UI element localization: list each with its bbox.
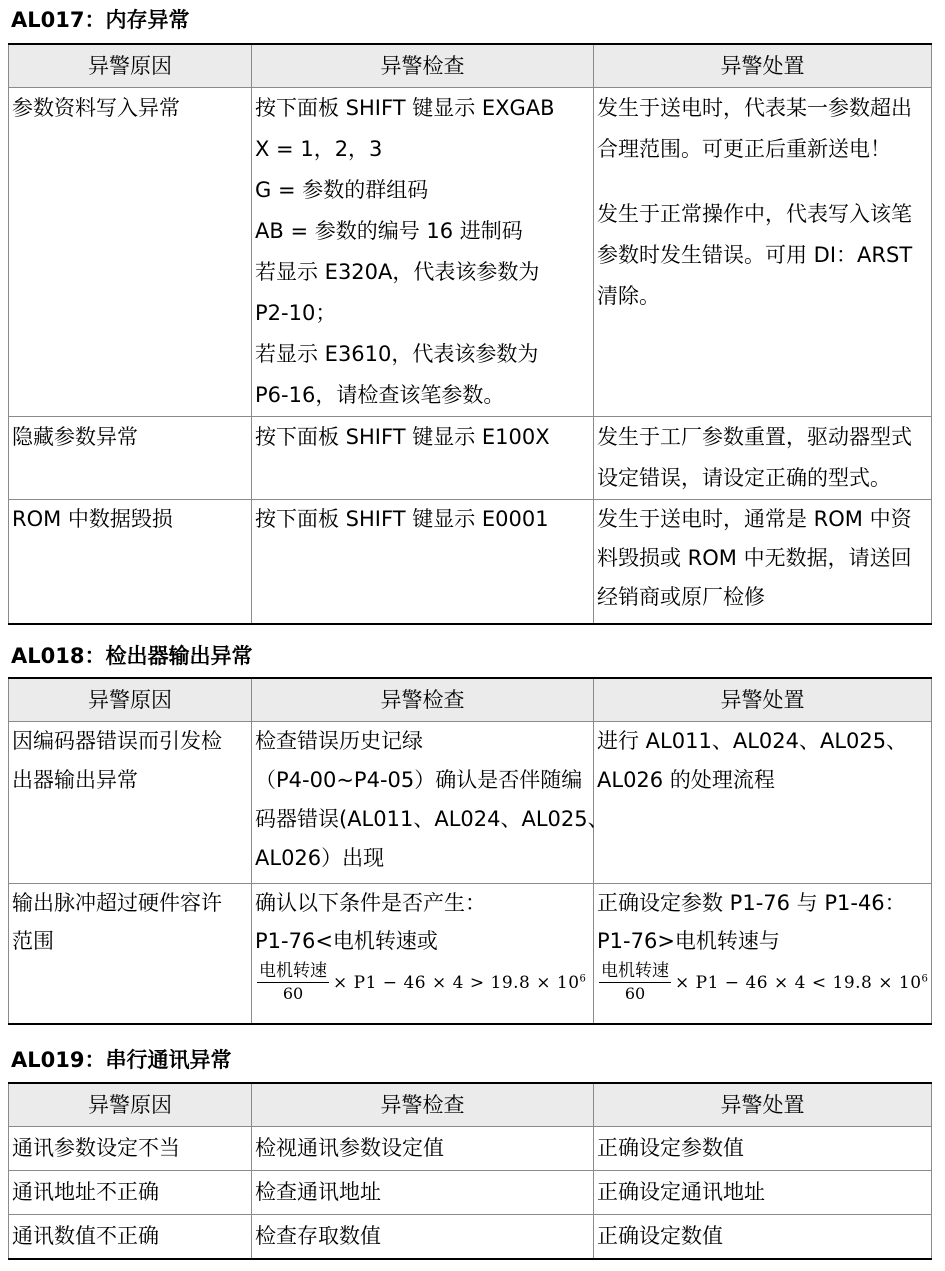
- action-line: 设定错误，请设定正确的型式。: [597, 466, 891, 490]
- header-check: 异警检查: [252, 1083, 594, 1127]
- table-row: [9, 1215, 932, 1260]
- check-cell: [252, 884, 594, 1024]
- cause-cell: 通讯数值不正确: [9, 1215, 252, 1260]
- header-cause: 异警原因: [9, 678, 252, 722]
- table-row: [9, 722, 932, 884]
- header-cause: 异警原因: [9, 1083, 252, 1127]
- cause-cell: 通讯地址不正确: [9, 1171, 252, 1215]
- formula-fraction: [257, 960, 329, 1005]
- check-line: 按下面板 SHIFT 键显示 E100X: [255, 425, 550, 449]
- check-line: 确认以下条件是否产生：: [255, 891, 486, 915]
- formula-expression: [675, 973, 928, 993]
- table-row: [9, 1171, 932, 1215]
- check-cell: [252, 417, 594, 500]
- action-formula: [597, 960, 931, 1004]
- action-line: 清除。: [597, 284, 660, 308]
- check-line: 若显示 E3610，代表该参数为: [255, 342, 539, 366]
- cause-text: ROM 中数据毁损: [12, 507, 173, 531]
- action-cell: [594, 722, 932, 884]
- header-action: 异警处置: [594, 1083, 932, 1127]
- action-cell: [594, 500, 932, 624]
- formula-denominator: 60: [624, 984, 646, 1003]
- table-row: [9, 884, 932, 1024]
- al019-table: [8, 1082, 932, 1260]
- action-line: 发生于工厂参数重置，驱动器型式: [597, 425, 912, 449]
- formula-exponent: 6: [921, 972, 929, 984]
- action-cell: [594, 417, 932, 500]
- check-cell: 检查通讯地址: [252, 1171, 594, 1215]
- header-cause: 异警原因: [9, 44, 252, 88]
- header-check: 异警检查: [252, 44, 594, 88]
- header-check: 异警检查: [252, 678, 594, 722]
- action-line: 发生于送电时，通常是 ROM 中资: [597, 507, 912, 531]
- formula-numerator: 电机转速: [259, 961, 327, 981]
- action-line: 经销商或原厂检修: [597, 585, 765, 609]
- check-cell: 检视通讯参数设定值: [252, 1127, 594, 1171]
- action-line: 发生于正常操作中，代表写入该笔: [597, 202, 912, 226]
- action-line: AL026 的处理流程: [597, 768, 775, 792]
- action-cell: [594, 88, 932, 417]
- formula-rest: × P1 − 46 × 4 < 19.8 × 10: [675, 972, 922, 993]
- check-line: X = 1，2，3: [255, 137, 383, 161]
- table-row: [9, 500, 932, 624]
- cause-line: 输出脉冲超过硬件容许: [12, 891, 222, 915]
- formula-numerator: 电机转速: [601, 961, 669, 981]
- table-row: [9, 417, 932, 500]
- section-title-al018: AL018：检出器输出异常: [11, 644, 253, 668]
- check-line: G = 参数的群组码: [255, 178, 429, 202]
- check-line: 码器错误(AL011、AL024、AL025、: [255, 807, 609, 831]
- section-title-al017: AL017：内存异常: [11, 8, 190, 32]
- cause-cell: [9, 88, 252, 417]
- check-line: 按下面板 SHIFT 键显示 EXGAB: [255, 96, 555, 120]
- check-line: AL026）出现: [255, 846, 385, 870]
- cause-text: 参数资料写入异常: [12, 96, 180, 120]
- cause-line: 出器输出异常: [12, 768, 138, 792]
- formula-rest: × P1 − 46 × 4 > 19.8 × 10: [333, 972, 580, 993]
- check-cell: [252, 722, 609, 884]
- check-line: （P4-00~P4-05）确认是否伴随编: [255, 768, 583, 792]
- cause-cell: [9, 500, 252, 624]
- al018-table: [8, 677, 932, 1025]
- action-cell: [594, 884, 932, 1024]
- cause-text: 隐藏参数异常: [12, 425, 138, 449]
- check-line: P2-10；: [255, 301, 337, 325]
- action-line: 进行 AL011、AL024、AL025、: [597, 729, 908, 753]
- check-cell: [252, 88, 594, 417]
- check-cell: 检查存取数值: [252, 1215, 594, 1260]
- table-header-row: [9, 1083, 932, 1127]
- cause-line: 范围: [12, 929, 54, 953]
- action-line: P1-76>电机转速与: [597, 929, 780, 953]
- table-header-row: [9, 44, 932, 88]
- formula-fraction: [599, 960, 671, 1005]
- action-line: 合理范围。可更正后重新送电！: [597, 137, 891, 161]
- formula-exponent: 6: [579, 972, 587, 984]
- action-line: 料毁损或 ROM 中无数据，请送回: [597, 546, 912, 570]
- action-line: 正确设定参数 P1-76 与 P1-46：: [597, 891, 906, 915]
- cause-cell: [9, 884, 252, 1024]
- cause-cell: [9, 722, 252, 884]
- action-cell: 正确设定参数值: [594, 1127, 932, 1171]
- action-cell: 正确设定数值: [594, 1215, 932, 1260]
- cause-cell: [9, 417, 252, 500]
- table-header-row: [9, 678, 932, 722]
- check-line: 检查错误历史记绿: [255, 729, 423, 753]
- cause-cell: 通讯参数设定不当: [9, 1127, 252, 1171]
- action-line: 发生于送电时，代表某一参数超出: [597, 96, 912, 120]
- check-line: 按下面板 SHIFT 键显示 E0001: [255, 507, 549, 531]
- action-cell: 正确设定通讯地址: [594, 1171, 932, 1215]
- cause-line: 因编码器错误而引发检: [12, 729, 222, 753]
- check-cell: [252, 500, 594, 624]
- check-line: P6-16，请检查该笔参数。: [255, 383, 505, 407]
- action-line: 参数时发生错误。可用 DI：ARST: [597, 243, 913, 267]
- formula-denominator: 60: [282, 984, 304, 1003]
- formula-expression: [333, 973, 586, 993]
- check-line: 若显示 E320A，代表该参数为: [255, 260, 540, 284]
- check-line: P1-76<电机转速或: [255, 929, 438, 953]
- al017-table: [8, 43, 932, 625]
- section-title-al019: AL019：串行通讯异常: [11, 1048, 232, 1072]
- check-line: AB = 参数的编号 16 进制码: [255, 219, 523, 243]
- header-action: 异警处置: [594, 678, 932, 722]
- header-action: 异警处置: [594, 44, 932, 88]
- table-row: [9, 88, 932, 417]
- check-formula: [255, 960, 593, 1004]
- table-row: [9, 1127, 932, 1171]
